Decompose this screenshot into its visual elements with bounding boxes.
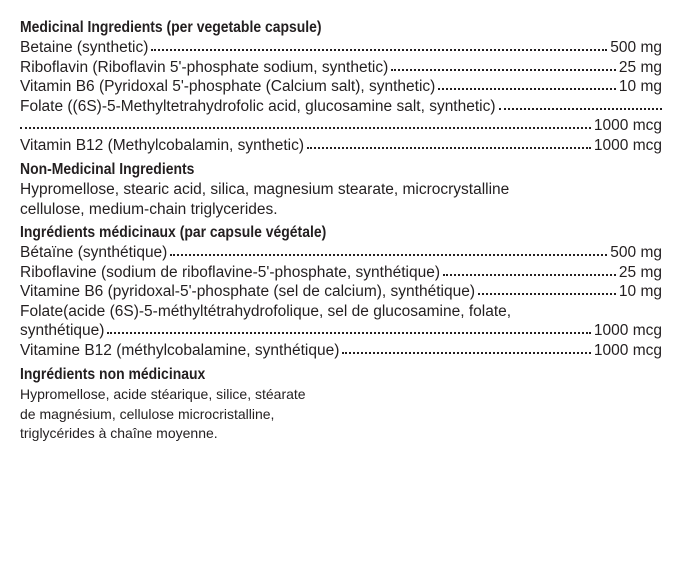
ingredient-amount: 1000 mcg xyxy=(593,322,662,339)
dot-leader xyxy=(151,38,607,52)
ingredient-name: Vitamine B6 (pyridoxal-5'-phosphate (sel de calcium), synthétique) xyxy=(20,283,475,300)
text-line: Hypromellose, stearic acid, silica, magnesium stearate, microcrystalline xyxy=(20,181,510,198)
ingredients-non-medicinaux-text xyxy=(20,385,662,444)
ingredient-name: Folate ((6S)-5-Methyltetrahydrofolic acid, glucosamine salt, synthetic) xyxy=(20,97,496,115)
ingredient-name: Vitamine B12 (méthylcobalamine, synthétique) xyxy=(20,341,340,359)
ingredient-row-vitamine-b12-fr xyxy=(20,341,662,361)
ingredient-row-folate-amount xyxy=(20,116,662,136)
ingredient-name: Vitamin B6 (Pyridoxal 5'-phosphate (Calcium salt), synthetic) xyxy=(20,78,436,95)
dot-leader xyxy=(307,136,591,150)
ingredient-row-betaine xyxy=(20,38,662,58)
ingredient-row-folate-amount-fr xyxy=(20,321,662,341)
ingredient-name: Riboflavine (sodium de riboflavine-5'-phosphate, synthétique) xyxy=(20,263,440,281)
ingredient-name: Vitamin B12 (Methylcobalamin, synthetic) xyxy=(20,136,305,154)
non-medicinal-ingredients-heading: Non-Medicinal Ingredients xyxy=(20,161,195,178)
ingredient-name: synthétique) xyxy=(20,322,105,339)
text-line: cellulose, medium-chain triglycerides. xyxy=(20,200,278,218)
dot-leader xyxy=(443,263,616,277)
text-line: triglycérides à chaîne moyenne. xyxy=(20,425,218,441)
ingredients-non-medicinaux-heading: Ingrédients non médicinaux xyxy=(20,366,206,383)
dot-leader xyxy=(478,282,616,296)
ingredient-row-vitamin-b12 xyxy=(20,136,662,156)
ingredient-row-vitamine-b6-fr xyxy=(20,282,662,302)
medicinal-ingredients-heading: Medicinal Ingredients (per vegetable capsule) xyxy=(20,19,322,36)
ingredient-amount: 500 mg xyxy=(610,39,662,56)
ingredient-amount: 500 mg xyxy=(610,244,662,261)
ingredients-panel xyxy=(20,18,662,444)
dot-leader xyxy=(107,321,590,335)
ingredient-amount: 25 mg xyxy=(618,58,662,76)
ingredient-row-vitamin-b6 xyxy=(20,77,662,97)
ingredient-amount: 1000 mcg xyxy=(593,341,662,359)
ingredient-name: Riboflavin (Riboflavin 5'-phosphate sodium, synthetic) xyxy=(20,58,389,76)
dot-leader xyxy=(499,97,662,111)
ingredient-row-riboflavine-fr xyxy=(20,263,662,283)
ingredient-name: Folate(acide (6S)-5-méthyltétrahydrofolique, sel de glucosamine, folate, xyxy=(20,302,512,320)
dot-leader xyxy=(342,341,591,355)
ingredient-row-folate-fr xyxy=(20,302,662,322)
ingredient-name: Betaine (synthetic) xyxy=(20,39,149,56)
ingredient-row-riboflavin xyxy=(20,58,662,78)
dot-leader xyxy=(170,243,607,257)
ingredient-amount: 1000 mcg xyxy=(593,136,662,154)
text-line: de magnésium, cellulose microcristalline, xyxy=(20,405,275,422)
ingredient-row-folate xyxy=(20,97,662,117)
ingredients-medicinaux-heading: Ingrédients médicinaux (par capsule végétale) xyxy=(20,224,327,241)
ingredient-amount: 1000 mcg xyxy=(593,117,662,134)
non-medicinal-ingredients-text xyxy=(20,180,662,219)
ingredient-amount: 25 mg xyxy=(618,263,662,281)
ingredient-amount: 10 mg xyxy=(618,78,662,95)
dot-leader xyxy=(20,116,591,130)
ingredient-row-betaine-fr xyxy=(20,243,662,263)
ingredient-name: Bétaïne (synthétique) xyxy=(20,244,168,261)
text-line: Hypromellose, acide stéarique, silice, stéarate xyxy=(20,386,306,402)
dot-leader xyxy=(438,77,616,91)
dot-leader xyxy=(391,58,616,72)
ingredient-amount: 10 mg xyxy=(618,283,662,300)
